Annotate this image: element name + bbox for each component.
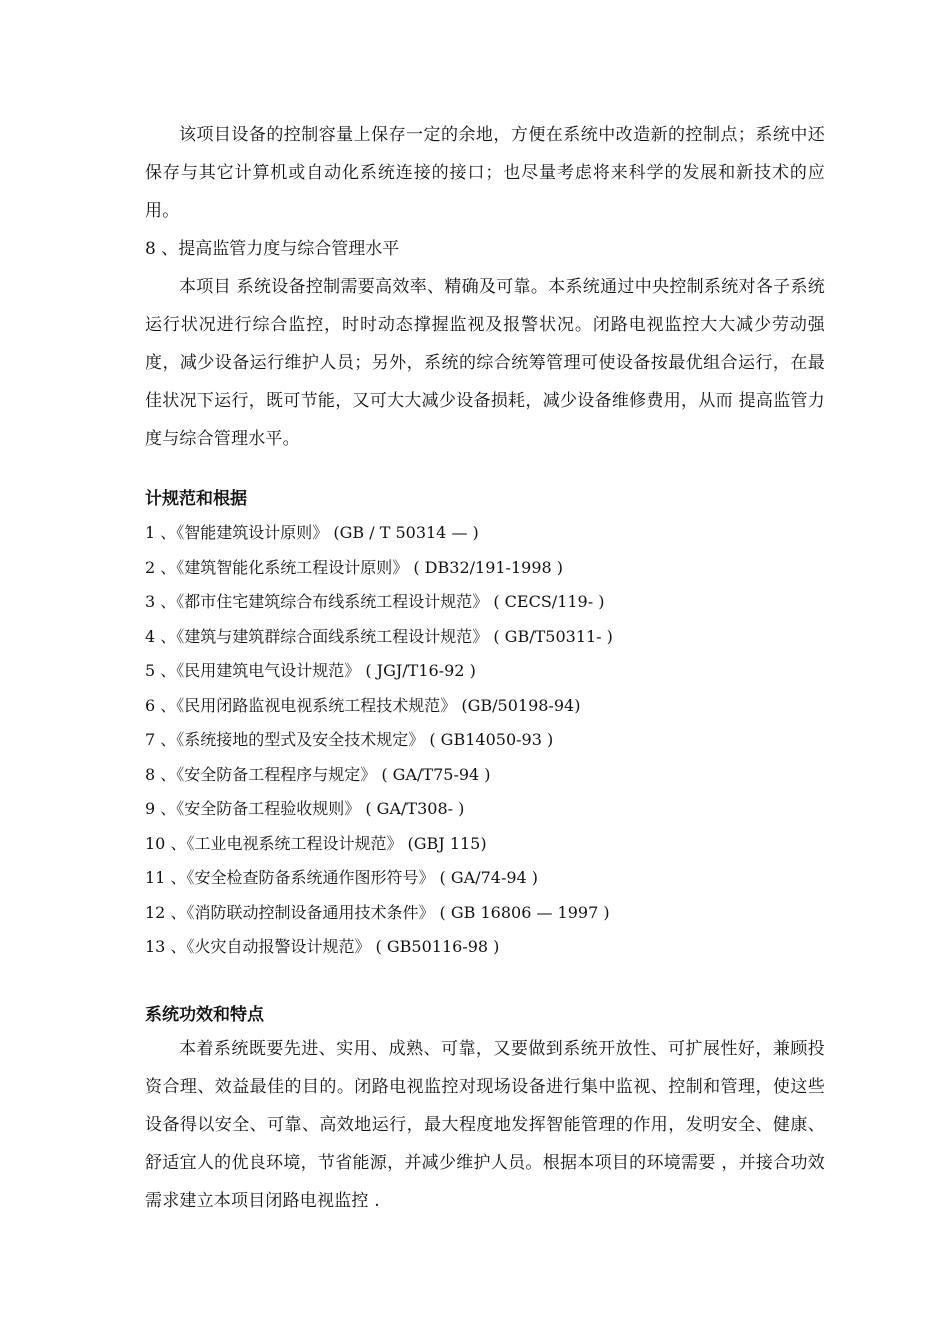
standard-item-7: 7 、《系统接地的型式及安全技术规定》 ( GB14050-93 ) xyxy=(145,730,554,749)
features-paragraph: 本着系统既要先进、实用、成熟、可靠，又要做到系统开放性、可扩展性好，兼顾投资合理、效益最佳的目的。闭路电视监控对现场设备进行集中监视、控制和管理，使这些设备得以安全、可靠、高效地运行，最大程度地发挥智能管理的作用，发明安全、健康、舒适宜人的优良环境，节省能源，并减少维护人员。根据本项目的环境需要 ，并接合功效需求建立本项目闭路电视监控 . xyxy=(145,1039,825,1211)
standard-item-11: 11 、《安全检查防备系统通作图形符号》 ( GA/74-94 ) xyxy=(145,868,539,887)
standard-item-3: 3 、《都市住宅建筑综合布线系统工程设计规范》 ( CECS/119- ) xyxy=(145,592,605,611)
standard-item-13: 13 、《火灾自动报警设计规范》 ( GB50116-98 ) xyxy=(145,937,500,956)
standard-item-5: 5 、《民用建筑电气设计规范》 ( JGJ/T16-92 ) xyxy=(145,661,476,680)
item8-title: 8 、提高监管力度与综合管理水平 xyxy=(145,239,400,259)
item8-paragraph: 本项目 系统设备控制需要高效率、精确及可靠。本系统通过中央控制系统对各子系统运行状况进行综合监控，时时动态撑握监视及报警状况。闭路电视监控大大减少劳动强度，减少设备运行维护人员；另外，系统的综合统筹管理可使设备按最优组合运行，在最佳状况下运行，既可节能，又可大大减少设备损耗，减少设备维修费用，从而 提高监管力度与综合管理水平。 xyxy=(145,277,825,449)
standard-item-1: 1 、《智能建筑设计原则》 (GB / T 50314 — ) xyxy=(145,523,479,542)
features-heading: 系统功效和特点 xyxy=(145,1005,264,1025)
standard-item-2: 2 、《建筑智能化系统工程设计原则》 ( DB32/191-1998 ) xyxy=(145,557,564,577)
intro-section xyxy=(145,116,825,230)
standard-item-8: 8 、《安全防备工程程序与规定》 ( GA/T75-94 ) xyxy=(145,764,491,784)
standard-item-10: 10 、《工业电视系统工程设计规范》 (GBJ 115) xyxy=(145,833,487,853)
standard-item-12: 12 、《消防联动控制设备通用技术条件》 ( GB 16806 — 1997 ) xyxy=(145,902,610,922)
standards-heading: 计规范和根据 xyxy=(145,489,247,509)
features-section xyxy=(145,1000,825,1220)
standards-section xyxy=(145,484,825,965)
standard-item-6: 6 、《民用闭路监视电视系统工程技术规范》 (GB/50198-94) xyxy=(145,695,581,715)
standards-list xyxy=(145,516,825,965)
standard-item-4: 4 、《建筑与建筑群综合面线系统工程设计规范》 ( GB/T50311- ) xyxy=(145,626,613,646)
intro-paragraph: 该项目设备的控制容量上保存一定的余地，方便在系统中改造新的控制点；系统中还保存与其它计算机或自动化系统连接的接口；也尽量考虑将来科学的发展和新技术的应用。 xyxy=(145,125,825,221)
item8-section xyxy=(145,230,825,458)
standard-item-9: 9 、《安全防备工程验收规则》 ( GA/T308- ) xyxy=(145,799,465,818)
